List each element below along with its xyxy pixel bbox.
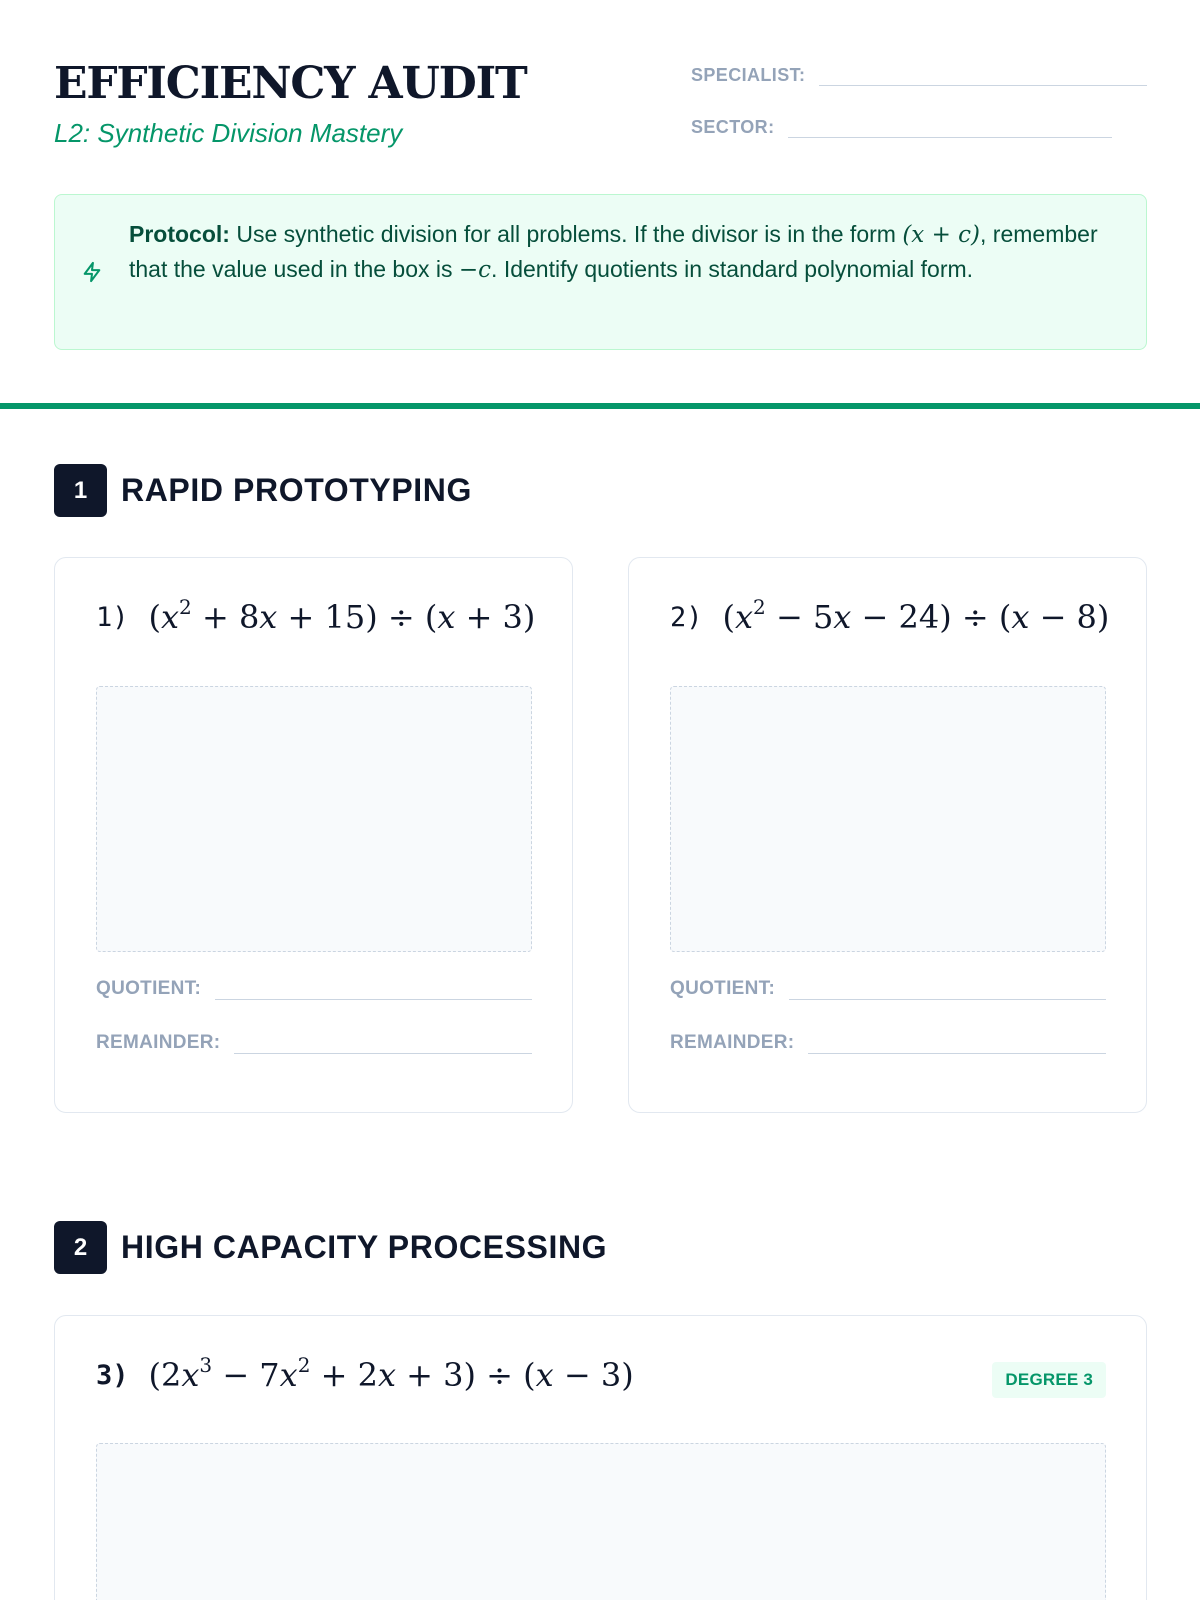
problem-number: 1) — [96, 601, 129, 633]
remainder-label: REMAINDER: — [670, 1032, 795, 1053]
remainder-label: REMAINDER: — [96, 1032, 221, 1053]
specialist-label: SPECIALIST: — [691, 65, 806, 85]
protocol-text-2: , remember that the value used in the box is — [129, 221, 1098, 282]
section-title: HIGH CAPACITY PROCESSING — [121, 1229, 608, 1265]
protocol-math-negc: −c — [458, 257, 492, 283]
protocol-text-3: . Identify quotients in standard polynomial form. — [491, 256, 974, 282]
protocol-text — [129, 217, 1119, 287]
work-area[interactable] — [670, 686, 1106, 952]
problem-expression: $(x^2 - 5x - 24) \div (x - 8)$ — [722, 595, 1110, 636]
problem-statement — [96, 595, 536, 636]
problem-card-2 — [628, 557, 1147, 1113]
protocol-note — [54, 194, 1147, 350]
problem-expression: $(2x^3 - 7x^2 + 2x + 3) \div (x - 3)$ — [148, 1353, 634, 1394]
section-2-heading — [54, 1221, 607, 1274]
quotient-label: QUOTIENT: — [96, 978, 202, 999]
section-number: 1 — [54, 464, 107, 517]
quotient-input-line[interactable] — [215, 974, 532, 1000]
quotient-field — [670, 974, 1106, 1000]
quotient-field — [96, 974, 532, 1000]
lightning-icon — [81, 261, 103, 283]
remainder-input-line[interactable] — [808, 1028, 1106, 1054]
section-divider — [0, 403, 1200, 409]
section-1-heading — [54, 464, 472, 517]
problem-expression: $(x^2 + 8x + 15) \div (x + 3)$ — [148, 595, 536, 636]
work-area[interactable] — [96, 686, 532, 952]
problem-statement — [96, 1353, 634, 1394]
problem-statement — [670, 595, 1110, 636]
section-title: RAPID PROTOTYPING — [121, 472, 472, 508]
page-subtitle: L2: Synthetic Division Mastery — [54, 118, 403, 148]
sector-input-line[interactable] — [788, 114, 1112, 138]
degree-badge: DEGREE 3 — [992, 1362, 1106, 1398]
work-area[interactable] — [96, 1443, 1106, 1600]
protocol-label: Protocol: — [129, 221, 230, 247]
problem-card-3 — [54, 1315, 1147, 1600]
remainder-field — [96, 1028, 532, 1054]
section-number: 2 — [54, 1221, 107, 1274]
quotient-label: QUOTIENT: — [670, 978, 776, 999]
specialist-input-line[interactable] — [819, 62, 1147, 86]
problem-number: 2) — [670, 601, 703, 633]
protocol-math-divisor: (x + c) — [902, 222, 981, 248]
remainder-field — [670, 1028, 1106, 1054]
problem-number: 3) — [96, 1359, 129, 1391]
remainder-input-line[interactable] — [234, 1028, 532, 1054]
worksheet-header — [54, 56, 1147, 156]
specialist-field — [691, 62, 1147, 86]
sector-field — [691, 114, 1112, 138]
protocol-text-1: Use synthetic division for all problems. If the divisor is in the form — [236, 221, 896, 247]
sector-label: SECTOR: — [691, 117, 775, 137]
problem-card-1 — [54, 557, 573, 1113]
page-title: EFFICIENCY AUDIT — [54, 58, 527, 109]
quotient-input-line[interactable] — [789, 974, 1106, 1000]
